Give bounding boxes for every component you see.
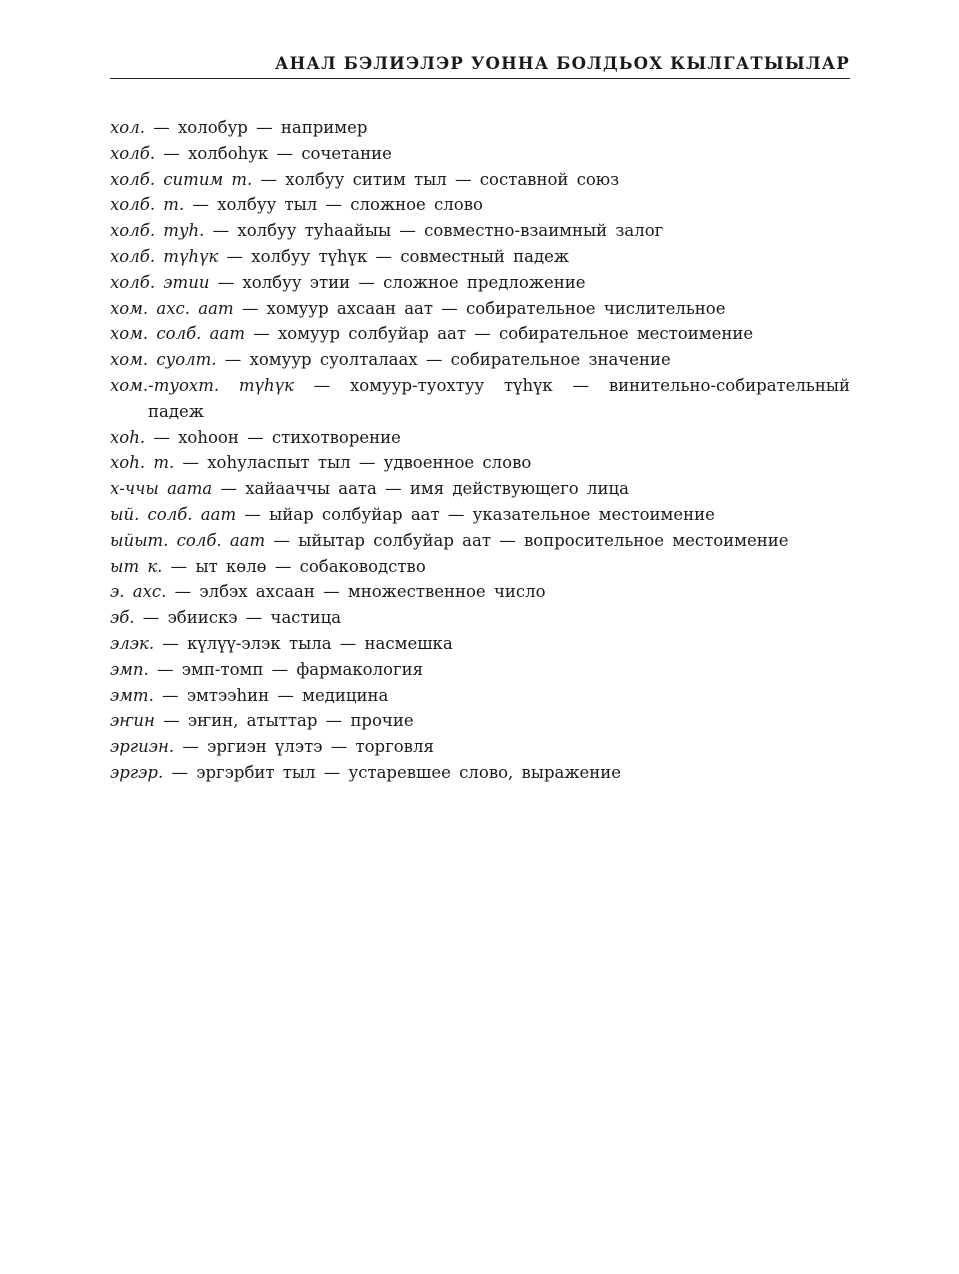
entry-abbreviation: ыйыт. солб. аат [110,530,266,550]
entry-dash: — [154,633,188,653]
entry-dash: — [269,685,303,705]
abbreviation-entry [110,760,850,786]
entry-meaning: собирательное значение [450,350,671,370]
entry-abbreviation: холб. этии [110,272,210,292]
entry-dash: — [314,582,348,602]
entry-dash: — [293,375,350,395]
entry-abbreviation: эргэр. [110,762,164,782]
abbreviation-entry [110,425,850,451]
entry-abbreviation: холб. т. [110,195,185,215]
entry-dash: — [317,711,351,731]
entry-abbreviation: ыт к. [110,556,163,576]
entry-meaning: прочие [350,711,414,731]
abbreviation-entry [110,657,850,683]
entry-dash: — [134,608,168,628]
entry-dash: — [490,530,524,550]
entry-abbreviation: х-ччы аата [110,479,213,499]
entry-full-form: хайааччы аата [245,479,377,499]
entry-dash: — [331,633,365,653]
entry-dash: — [552,375,609,395]
entry-full-form: хоһоон [178,427,239,447]
abbreviation-entry [110,270,850,296]
entry-full-form: хомуур ахсаан аат [266,298,434,318]
entry-abbreviation: хом. суолт. [110,350,217,370]
entry-dash: — [153,685,187,705]
entry-abbreviation: эҥин [110,711,155,731]
entry-dash: — [238,427,272,447]
entry-dash: — [315,762,349,782]
entry-meaning: вопросительное местоимение [523,530,789,550]
entry-meaning: имя действующего лица [409,479,629,499]
entry-abbreviation: эргиэн. [110,737,175,757]
entry-dash: — [322,737,356,757]
entry-dash: — [145,427,179,447]
entry-abbreviation: э. ахс. [110,582,167,602]
abbreviation-entry [110,141,850,167]
entry-abbreviation: хом. солб. аат [110,324,245,344]
entry-abbreviation: холб. туһ. [110,221,205,241]
abbreviation-entry [110,734,850,760]
entry-full-form: холбуу түһүк [251,246,368,266]
entry-dash: — [439,504,473,524]
abbreviation-entry [110,167,850,193]
entry-full-form: эргэрбит тыл [196,762,316,782]
entry-full-form: хомуур солбуйар аат [277,324,467,344]
entry-dash: — [209,272,243,292]
entry-dash: — [244,324,278,344]
entry-dash: — [265,530,299,550]
abbreviation-entry [110,528,850,554]
entry-dash: — [236,504,270,524]
entry-dash: — [433,298,467,318]
entry-full-form: холбуу ситим тыл [285,169,447,189]
entry-full-form: холбоһук [188,143,269,163]
entry-dash: — [317,195,351,215]
entry-dash: — [247,118,281,137]
abbreviation-entry [110,218,850,244]
entry-meaning: множественное число [347,582,546,602]
entry-dash: — [174,737,208,757]
entry-full-form: холбуу туһаайыы [237,221,392,241]
entry-dash: — [218,246,252,266]
entry-meaning: медицина [302,685,389,705]
entry-dash: — [166,582,200,602]
abbreviation-entry [110,708,850,734]
entry-meaning: например [280,118,368,137]
entry-dash: — [237,608,271,628]
entry-dash: — [367,246,401,266]
entry-abbreviation: эмп. [110,659,149,679]
entry-meaning: составной союз [479,169,620,189]
entry-meaning: фармакология [296,659,424,679]
entry-dash: — [162,556,196,576]
entry-abbreviation: элэк. [110,633,155,653]
entry-full-form: холобур [178,118,248,137]
entry-abbreviation: хоһ. [110,427,146,447]
entry-dash: — [268,143,302,163]
entry-abbreviation: холб. түһүк [110,246,219,266]
entry-full-form: ыйытар солбуйар аат [298,530,491,550]
entry-abbreviation: хом.-туохт. түһүк [110,375,294,395]
entry-meaning: собирательное местоимение [499,324,754,344]
abbreviation-entry [110,244,850,270]
entry-dash: — [417,350,451,370]
entry-meaning: указательное местоимение [472,504,715,524]
abbreviation-entry [110,476,850,502]
abbreviation-entry [110,321,850,347]
entry-meaning: собирательное числительное [466,298,726,318]
entry-dash: — [174,453,208,473]
entry-dash: — [163,762,197,782]
entry-dash: — [263,659,297,679]
entry-meaning: совместно-взаимный залог [424,221,664,241]
entry-dash: — [466,324,500,344]
entry-meaning: насмешка [364,633,453,653]
entry-dash: — [154,711,188,731]
entry-dash: — [350,272,384,292]
abbreviation-entry [110,296,850,322]
entry-full-form: эргиэн үлэтэ [207,737,323,757]
entry-abbreviation: ый. солб. аат [110,504,237,524]
abbreviation-entry [110,631,850,657]
entry-abbreviation: хоһ. т. [110,453,175,473]
entry-dash: — [212,479,246,499]
abbreviation-entry [110,450,850,476]
abbreviation-entry [110,579,850,605]
entry-dash: — [233,298,267,318]
entry-meaning: винительно-собирательный падеж [148,375,851,421]
abbreviation-entry [110,554,850,580]
entry-dash: — [216,350,250,370]
entry-abbreviation: хол. [110,118,145,137]
entry-meaning: совместный падеж [400,246,570,266]
entry-full-form: эмтээһин [186,685,270,705]
entry-full-form: хомуур-туохтуу түһүк [349,375,553,395]
abbreviation-entry [110,373,850,425]
entry-meaning: сложное слово [350,195,483,215]
entry-dash: — [446,169,480,189]
abbreviation-entry [110,347,850,373]
entry-dash: — [155,143,189,163]
entry-full-form: ыт көлө [195,556,267,576]
abbreviation-list [110,115,850,786]
header-title: АНАЛ БЭЛИЭЛЭР УОННА БОЛДЬОХ КЫЛГАТЫЫЛАР [274,54,850,73]
running-header [110,52,850,79]
entry-dash: — [350,453,384,473]
entry-abbreviation: холб. [110,143,156,163]
entry-dash: — [145,118,178,137]
entry-dash: — [184,195,218,215]
entry-dash: — [148,659,182,679]
entry-abbreviation: холб. ситим т. [110,169,253,189]
entry-full-form: холбуу этии [242,272,351,292]
entry-full-form: күлүү-элэк тыла [187,633,332,653]
entry-dash: — [252,169,286,189]
entry-full-form: хомуур суолталаах [249,350,418,370]
entry-meaning: собаководство [299,556,426,576]
abbreviation-entry [110,605,850,631]
entry-abbreviation: эмт. [110,685,154,705]
entry-abbreviation: эб. [110,608,135,628]
entry-meaning: частица [270,608,342,628]
entry-dash: — [266,556,300,576]
entry-full-form: элбэх ахсаан [199,582,315,602]
abbreviation-entry [110,502,850,528]
abbreviation-entry [110,683,850,709]
entry-meaning: устаревшее слово, выражение [348,762,622,782]
entry-dash: — [376,479,410,499]
abbreviation-entry [110,115,850,141]
entry-full-form: хоһуласпыт тыл [207,453,351,473]
entry-abbreviation: хом. ахс. аат [110,298,234,318]
entry-meaning: сочетание [301,143,392,163]
entry-full-form: эбиискэ [167,608,238,628]
entry-dash: — [391,221,425,241]
entry-full-form: эмп-томп [181,659,264,679]
abbreviation-entry [110,192,850,218]
entry-meaning: торговля [355,737,434,757]
entry-meaning: сложное предложение [383,272,586,292]
entry-full-form: ыйар солбуйар аат [269,504,440,524]
entry-meaning: удвоенное слово [383,453,532,473]
entry-meaning: стихотворение [271,427,401,447]
entry-full-form: эҥин, атыттар [187,711,318,731]
entry-full-form: холбуу тыл [217,195,318,215]
entry-dash: — [204,221,238,241]
